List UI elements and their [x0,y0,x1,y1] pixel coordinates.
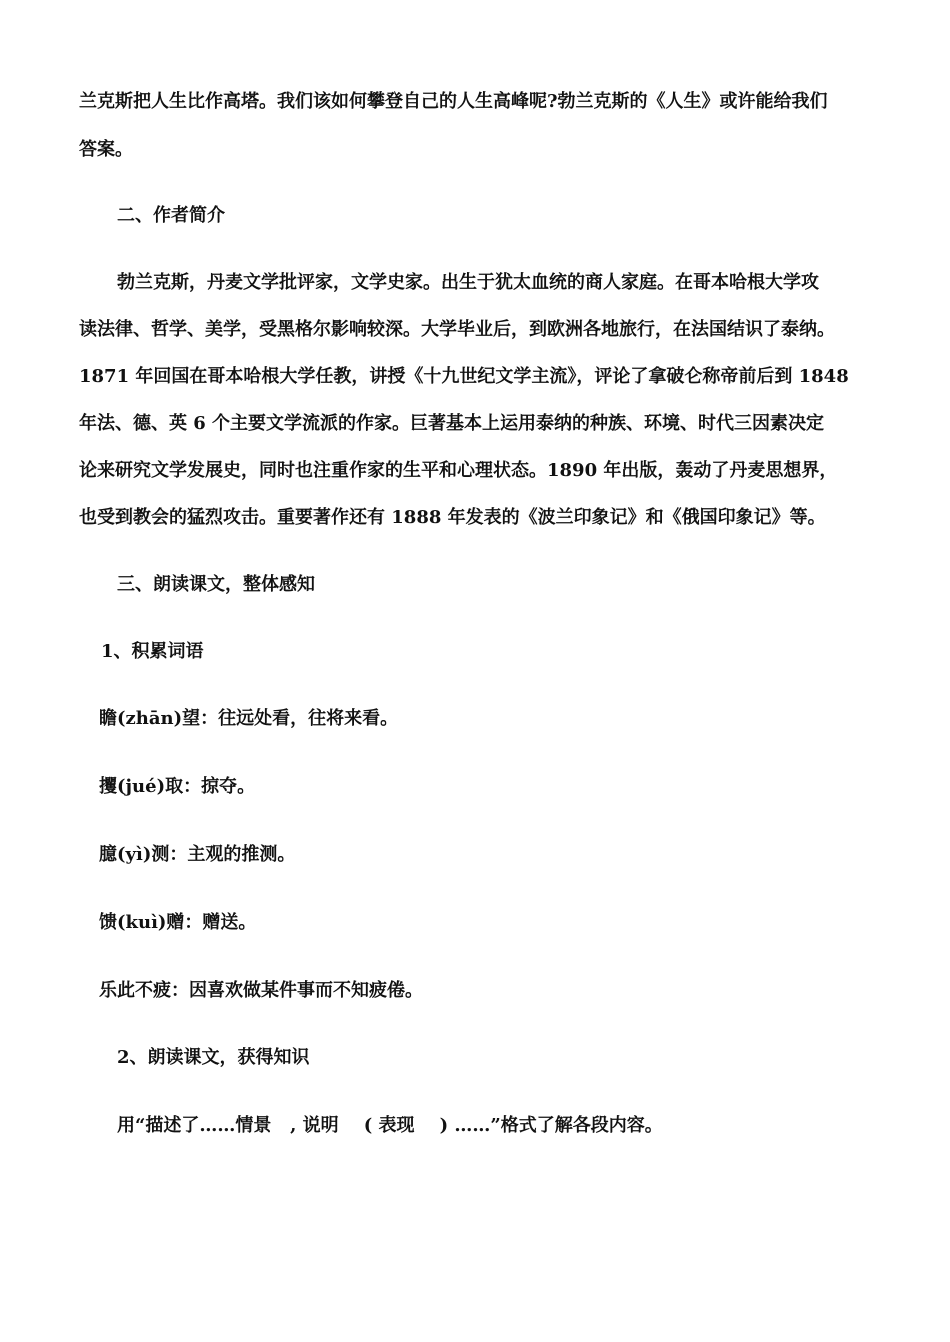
author-paragraph-line-1: 勃兰克斯，丹麦文学批评家，文学史家。出生于犹太血统的商人家庭。在哥本哈根大学攻 [117,272,819,293]
vocab-item-3: 臆(yì)测：主观的推测。 [99,844,296,865]
subheading-vocabulary: 1、积累词语 [101,641,204,662]
subheading-reading-knowledge: 2、朗读课文，获得知识 [117,1047,310,1068]
vocab-item-5: 乐此不疲：因喜欢做某件事而不知疲倦。 [99,980,423,1001]
vocab-item-1: 瞻(zhān)望：往远处看，往将来看。 [99,708,399,729]
author-paragraph-line-3: 1871 年回国在哥本哈根大学任教，讲授《十九世纪文学主流》，评论了拿破仑称帝前后到 1848 [79,366,849,387]
author-paragraph-line-2: 读法律、哲学、美学，受黑格尔影响较深。大学毕业后，到欧洲各地旅行，在法国结识了泰纳。 [79,319,835,340]
intro-line-2: 答案。 [79,139,133,160]
vocab-item-2: 攫(jué)取：掠夺。 [99,776,256,797]
author-paragraph-line-5: 论来研究文学发展史，同时也注重作家的生平和心理状态。1890 年出版，轰动了丹麦思想界， [79,460,838,481]
intro-line-1: 兰克斯把人生比作高塔。我们该如何攀登自己的人生高峰呢?勃兰克斯的《人生》或许能给我们 [79,91,828,112]
section-heading-reading: 三、朗读课文，整体感知 [117,574,315,595]
section-heading-author: 二、作者简介 [117,205,225,226]
vocab-item-4: 馈(kuì)赠：赠送。 [99,912,257,933]
author-paragraph-line-6: 也受到教会的猛烈攻击。重要著作还有 1888 年发表的《波兰印象记》和《俄国印象记》等。 [79,507,826,528]
author-paragraph-line-4: 年法、德、英 6 个主要文学流派的作家。巨著基本上运用泰纳的种族、环境、时代三因素决定 [79,413,825,434]
instruction-text: 用“描述了……情景 , 说明 ( 表现 ) ……”格式了解各段内容。 [117,1115,663,1136]
